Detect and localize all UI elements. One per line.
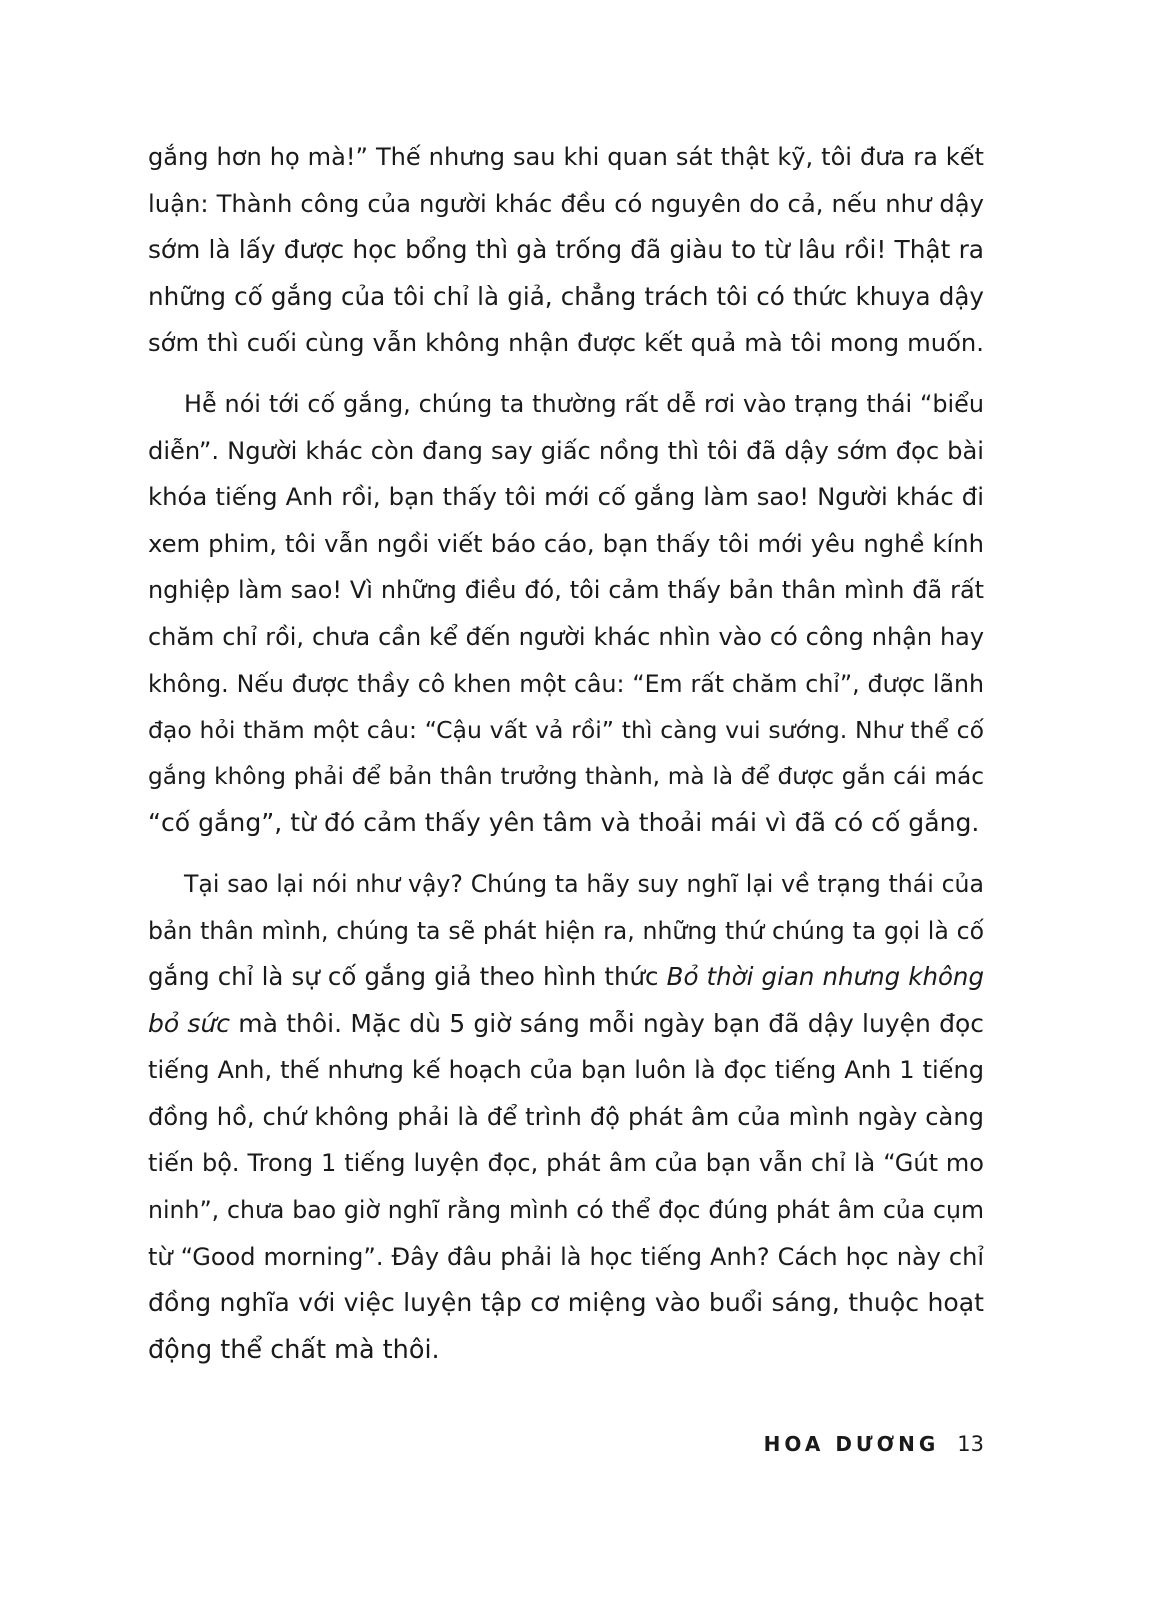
text-line: những cố gắng của tôi chỉ là giả, chẳng trách tôi có thức khuya dậy <box>148 281 984 311</box>
text-line: tiến bộ. Trong 1 tiếng luyện đọc, phát âm của bạn vẫn chỉ là “Gút mo <box>148 1149 984 1178</box>
page-number: 13 <box>957 1432 984 1456</box>
page-body <box>148 134 984 1373</box>
text-line: “cố gắng”, từ đó cảm thấy yên tâm và thoải mái vì đã có cố gắng. <box>148 808 980 838</box>
text-line: bản thân mình, chúng ta sẽ phát hiện ra, những thứ chúng ta gọi là cố <box>148 916 984 945</box>
text-line: chăm chỉ rồi, chưa cần kể đến người khác nhìn vào có công nhận hay <box>148 622 984 651</box>
italic-phrase: bỏ sức <box>148 1008 231 1038</box>
paragraph-spacer <box>148 847 984 861</box>
page-footer <box>764 1424 984 1464</box>
text-line: không. Nếu được thầy cô khen một câu: “Em rất chăm chỉ”, được lãnh <box>148 669 984 698</box>
text-line-with-italic <box>148 1001 984 1048</box>
text-line: sớm là lấy được học bổng thì gà trống đã giàu to từ lâu rồi! Thật ra <box>148 235 984 265</box>
text-line: gắng hơn họ mà!” Thế nhưng sau khi quan sát thật kỹ, tôi đưa ra kết <box>148 143 984 171</box>
text-line: luận: Thành công của người khác đều có nguyên do cả, nếu như dậy <box>148 188 984 218</box>
text-line: tiếng Anh, thế nhưng kế hoạch của bạn luôn là đọc tiếng Anh 1 tiếng <box>148 1056 984 1085</box>
text-line: từ “Good morning”. Đây đâu phải là học tiếng Anh? Cách học này chỉ <box>148 1242 984 1271</box>
paragraph-1 <box>148 134 984 367</box>
text-line: đồng nghĩa với việc luyện tập cơ miệng vào buổi sáng, thuộc hoạt <box>148 1288 984 1318</box>
text-line: Tại sao lại nói như vậy? Chúng ta hãy suy nghĩ lại về trạng thái của <box>184 869 984 898</box>
paragraph-3 <box>148 861 984 1374</box>
text-line: diễn”. Người khác còn đang say giấc nồng thì tôi đã dậy sớm đọc bài <box>148 436 984 465</box>
text-line: xem phim, tôi vẫn ngồi viết báo cáo, bạn thấy tôi mới yêu nghề kính <box>148 528 984 558</box>
text-line: Hễ nói tới cố gắng, chúng ta thường rất dễ rơi vào trạng thái “biểu <box>184 389 984 418</box>
text-line: đạo hỏi thăm một câu: “Cậu vất vả rồi” thì càng vui sướng. Như thể cố <box>148 716 984 745</box>
text-run: gắng chỉ là sự cố gắng giả theo hình thức <box>148 962 667 992</box>
text-run: mà thôi. Mặc dù 5 giờ sáng mỗi ngày bạn đã dậy luyện đọc <box>230 1008 984 1038</box>
running-author: HOA DƯƠNG <box>763 1432 940 1456</box>
text-line: nghiệp làm sao! Vì những điều đó, tôi cảm thấy bản thân mình đã rất <box>148 576 984 605</box>
paragraph-spacer <box>148 367 984 381</box>
text-line: ninh”, chưa bao giờ nghĩ rằng mình có thể đọc đúng phát âm của cụm <box>148 1196 984 1225</box>
text-line: khóa tiếng Anh rồi, bạn thấy tôi mới cố gắng làm sao! Người khác đi <box>148 482 984 512</box>
paragraph-2 <box>148 381 984 847</box>
text-line: gắng không phải để bản thân trưởng thành, mà là để được gắn cái mác <box>148 762 984 790</box>
text-line-with-italic <box>148 954 984 1001</box>
italic-phrase: Bỏ thời gian nhưng không <box>666 962 984 992</box>
text-line: đồng hồ, chứ không phải là để trình độ phát âm của mình ngày càng <box>148 1102 984 1131</box>
text-line: động thể chất mà thôi. <box>148 1334 440 1365</box>
text-line: sớm thì cuối cùng vẫn không nhận được kết quả mà tôi mong muốn. <box>148 328 984 358</box>
